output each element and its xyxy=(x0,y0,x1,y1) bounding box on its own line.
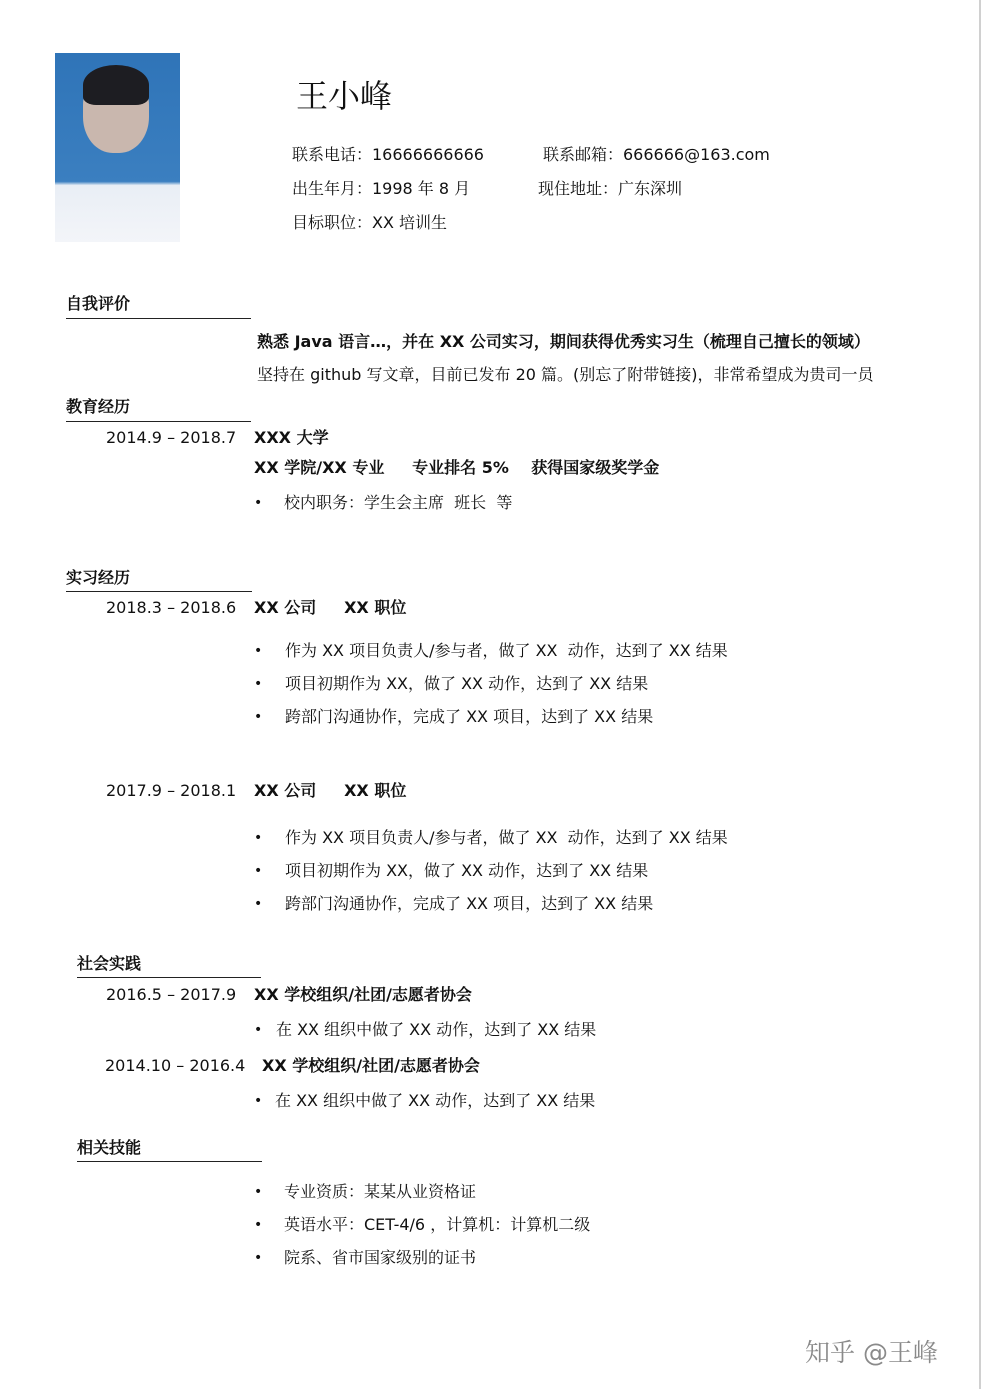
bullet-icon: • xyxy=(254,1250,263,1266)
page-edge xyxy=(979,0,981,1389)
phone: 联系电话：16666666666 xyxy=(292,145,484,164)
address: 现住地址：广东深圳 xyxy=(538,179,683,198)
photo-hair xyxy=(83,65,149,105)
school-name: XXX 大学 xyxy=(254,428,329,447)
candidate-name: 王小峰 xyxy=(296,77,393,115)
bullet-icon: • xyxy=(254,709,263,725)
bullet-icon: • xyxy=(254,1184,263,1200)
practice-title: XX 学校组织/社团/志愿者协会 xyxy=(254,985,472,1004)
watermark: 知乎 @王峰 xyxy=(805,1338,938,1367)
skill-item: 专业资质：某某从业资格证 xyxy=(284,1182,477,1201)
bullet-icon: • xyxy=(254,1022,263,1038)
skill-item: 英语水平：CET-4/6 ，计算机：计算机二级 xyxy=(284,1215,591,1234)
internship-title: XX 公司 XX 职位 xyxy=(254,598,407,617)
birth-date: 出生年月：1998 年 8 月 xyxy=(292,179,471,198)
self-eval-line2: 坚持在 github 写文章，目前已发布 20 篇。(别忘了附带链接)，非常希望成为贵司一员 xyxy=(257,365,874,384)
practice-bullet: 在 XX 组织中做了 XX 动作，达到了 XX 结果 xyxy=(276,1020,597,1039)
self-eval-line1: 熟悉 Java 语言…，并在 XX 公司实习，期间获得优秀实习生（梳理自己擅长的领域） xyxy=(257,332,870,351)
profile-photo xyxy=(55,53,180,242)
education-date: 2014.9 – 2018.7 xyxy=(106,428,237,447)
section-title-internship: 实习经历 xyxy=(66,568,131,587)
practice-bullet: 在 XX 组织中做了 XX 动作，达到了 XX 结果 xyxy=(275,1091,596,1110)
bullet-icon: • xyxy=(254,1217,263,1233)
education-bullet: 校内职务：学生会主席 班长 等 xyxy=(284,493,513,512)
internship-bullet: 项目初期作为 XX，做了 XX 动作，达到了 XX 结果 xyxy=(285,674,649,693)
practice-date: 2014.10 – 2016.4 xyxy=(105,1056,246,1075)
section-divider xyxy=(66,591,252,592)
bullet-icon: • xyxy=(254,643,263,659)
bullet-icon: • xyxy=(254,896,263,912)
section-title-practice: 社会实践 xyxy=(77,954,142,973)
email: 联系邮箱：666666@163.com xyxy=(543,145,770,164)
internship-bullet: 跨部门沟通协作，完成了 XX 项目，达到了 XX 结果 xyxy=(285,707,654,726)
section-title-skills: 相关技能 xyxy=(77,1138,142,1157)
practice-title: XX 学校组织/社团/志愿者协会 xyxy=(262,1056,480,1075)
bullet-icon: • xyxy=(254,495,263,511)
section-divider xyxy=(66,318,251,319)
internship-title: XX 公司 XX 职位 xyxy=(254,781,407,800)
bullet-icon: • xyxy=(254,830,263,846)
internship-bullet: 项目初期作为 XX，做了 XX 动作，达到了 XX 结果 xyxy=(285,861,649,880)
internship-date: 2018.3 – 2018.6 xyxy=(106,598,237,617)
bullet-icon: • xyxy=(254,863,263,879)
education-detail: XX 学院/XX 专业 专业排名 5% 获得国家级奖学金 xyxy=(254,458,660,477)
practice-date: 2016.5 – 2017.9 xyxy=(106,985,237,1004)
skill-item: 院系、省市国家级别的证书 xyxy=(284,1248,477,1267)
internship-date: 2017.9 – 2018.1 xyxy=(106,781,237,800)
internship-bullet: 跨部门沟通协作，完成了 XX 项目，达到了 XX 结果 xyxy=(285,894,654,913)
section-title-self-eval: 自我评价 xyxy=(66,294,131,313)
section-title-education: 教育经历 xyxy=(66,397,131,416)
internship-bullet: 作为 XX 项目负责人/参与者，做了 XX 动作，达到了 XX 结果 xyxy=(285,828,728,847)
section-divider xyxy=(66,421,251,422)
section-divider xyxy=(77,1161,262,1162)
bullet-icon: • xyxy=(254,676,263,692)
section-divider xyxy=(77,977,261,978)
internship-bullet: 作为 XX 项目负责人/参与者，做了 XX 动作，达到了 XX 结果 xyxy=(285,641,728,660)
target-position: 目标职位：XX 培训生 xyxy=(292,213,448,232)
bullet-icon: • xyxy=(254,1093,263,1109)
